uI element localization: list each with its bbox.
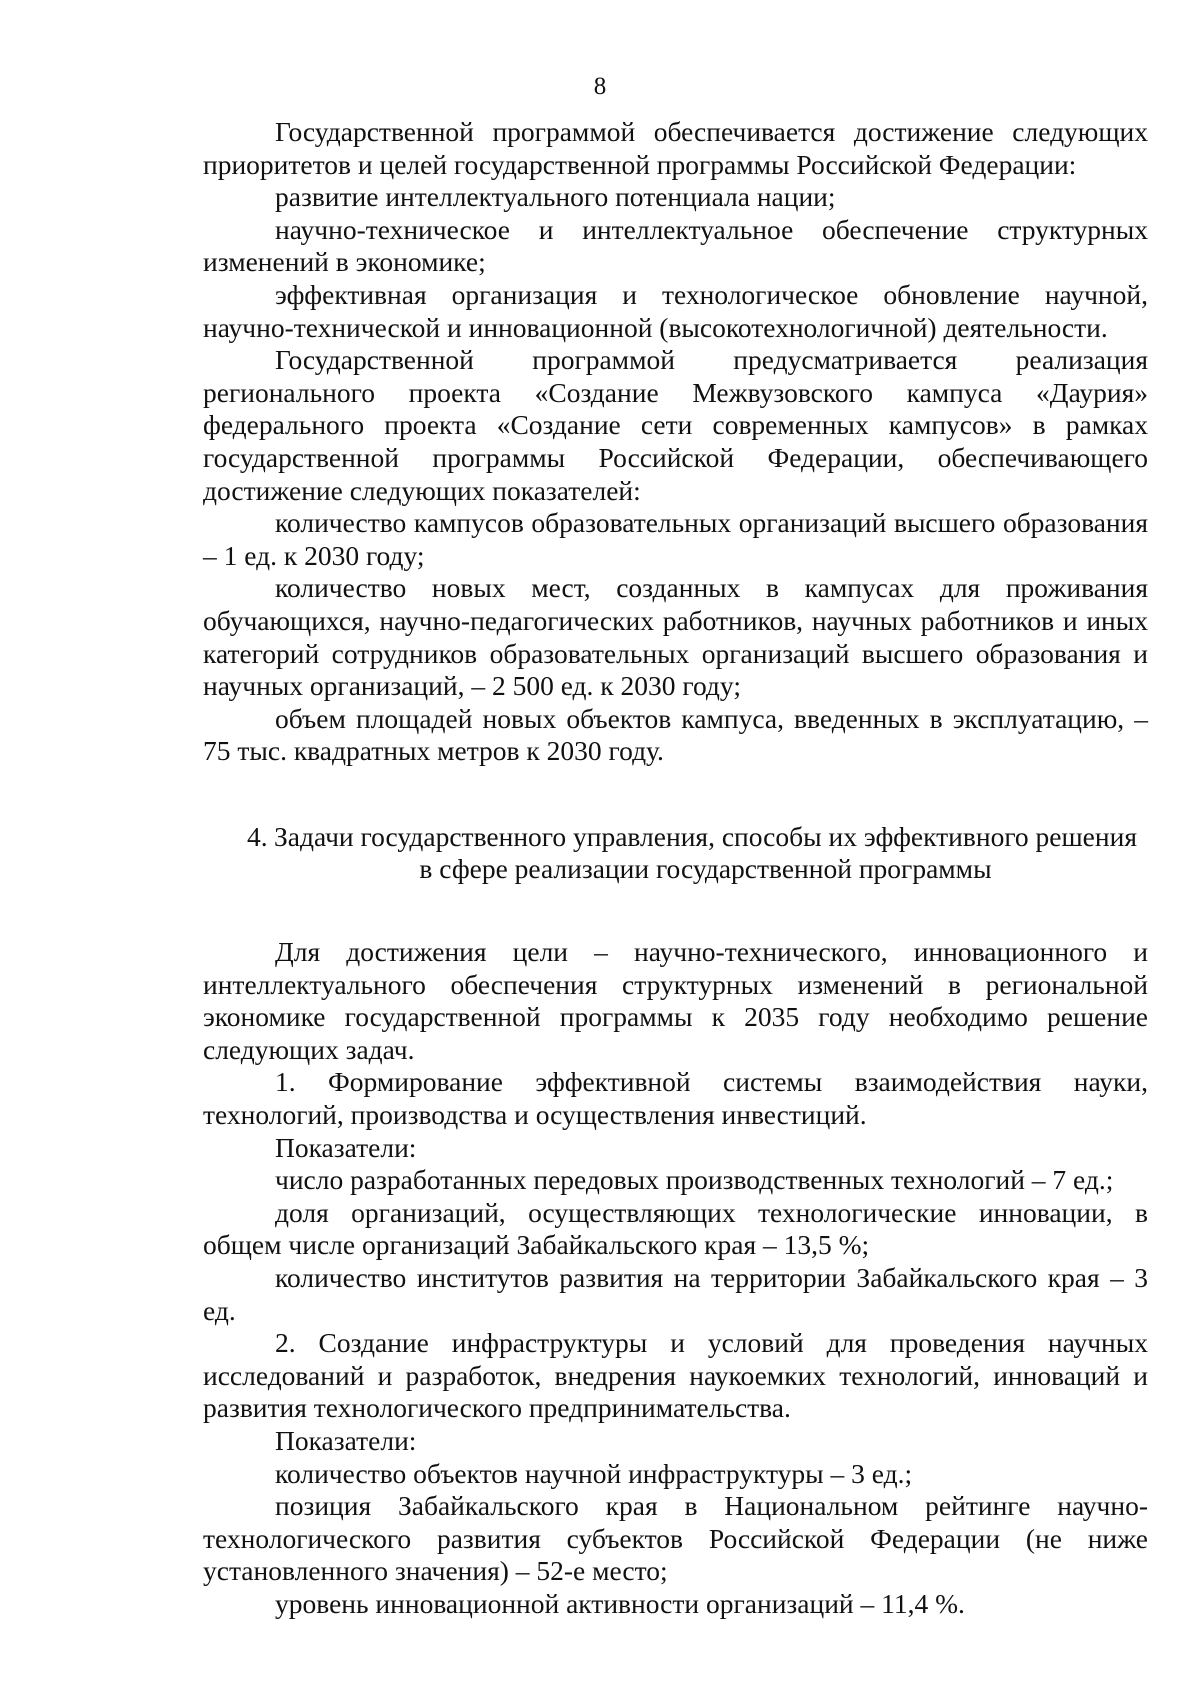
document-body — [203, 116, 1148, 1621]
section-title: Задачи государственного управления, способы их эффективного решения в сфере реализации государственной программы — [274, 820, 1137, 885]
indicator-item: количество кампусов образовательных организаций высшего образования – 1 ед. к 2030 году; — [203, 507, 1148, 571]
paragraph: Для достижения цели – научно-технического, инновационного и интеллектуального обеспечения структурных изменений в региональной экономике государственной программы к 2035 году необходимо решение следующих задач. — [203, 936, 1148, 1065]
task-item: 2. Создание инфраструктуры и условий для проведения научных исследований и разработок, внедрения наукоемких технологий, инноваций и развития технологического предпринимательства. — [203, 1327, 1148, 1424]
paragraph: Государственной программой предусматривается реализация регионального проекта «Создание Межвузовского кампуса «Даурия» федерального проекта «Создание сети современных кампусов» в рамках государственной программы Российской Федерации, обеспечивающего достижение следующих показателей: — [203, 344, 1148, 506]
task-item: 1. Формирование эффективной системы взаимодействия науки, технологий, производства и осуществления инвестиций. — [203, 1066, 1148, 1131]
indicator-item: позиция Забайкальского края в Национальном рейтинге научно-технологического развития субъектов Российской Федерации (не ниже установленного значения) – 52-е место; — [203, 1490, 1148, 1587]
list-item: научно-техническое и интеллектуальное обеспечение структурных изменений в экономике; — [203, 213, 1148, 278]
indicator-item: доля организаций, осуществляющих технологические инновации, в общем числе организаций Забайкальского края – 13,5 %; — [203, 1196, 1148, 1261]
paragraph: Государственной программой обеспечивается достижение следующих приоритетов и целей государственной программы Российской Федерации: — [203, 116, 1148, 180]
indicator-item: количество объектов научной инфраструктуры – 3 ед.; — [275, 1457, 913, 1489]
indicators-label: Показатели: — [275, 1424, 417, 1456]
page-number: 8 — [593, 73, 607, 100]
section-number: 4. — [247, 820, 268, 852]
indicators-label: Показатели: — [275, 1131, 417, 1163]
list-item: эффективная организация и технологическое обновление научной, научно-технической и инновационной (высокотехнологичной) деятельности. — [203, 278, 1148, 343]
indicator-item: число разработанных передовых производственных технологий – 7 ед.; — [275, 1164, 1114, 1196]
indicator-item: количество новых мест, созданных в кампусах для проживания обучающихся, научно-педагогических работников, научных работников и иных категорий сотрудников образовательных организаций высшего образования и научных организаций, – 2 500 ед. к 2030 году; — [203, 572, 1148, 702]
section-heading — [203, 821, 1148, 886]
indicator-item: уровень инновационной активности организаций – 11,4 %. — [275, 1587, 965, 1619]
list-item: развитие интеллектуального потенциала нации; — [275, 181, 836, 213]
indicator-item: количество институтов развития на территории Забайкальского края – 3 ед. — [203, 1262, 1148, 1326]
indicator-item: объем площадей новых объектов кампуса, введенных в эксплуатацию, – 75 тыс. квадратных метров к 2030 году. — [203, 702, 1148, 767]
